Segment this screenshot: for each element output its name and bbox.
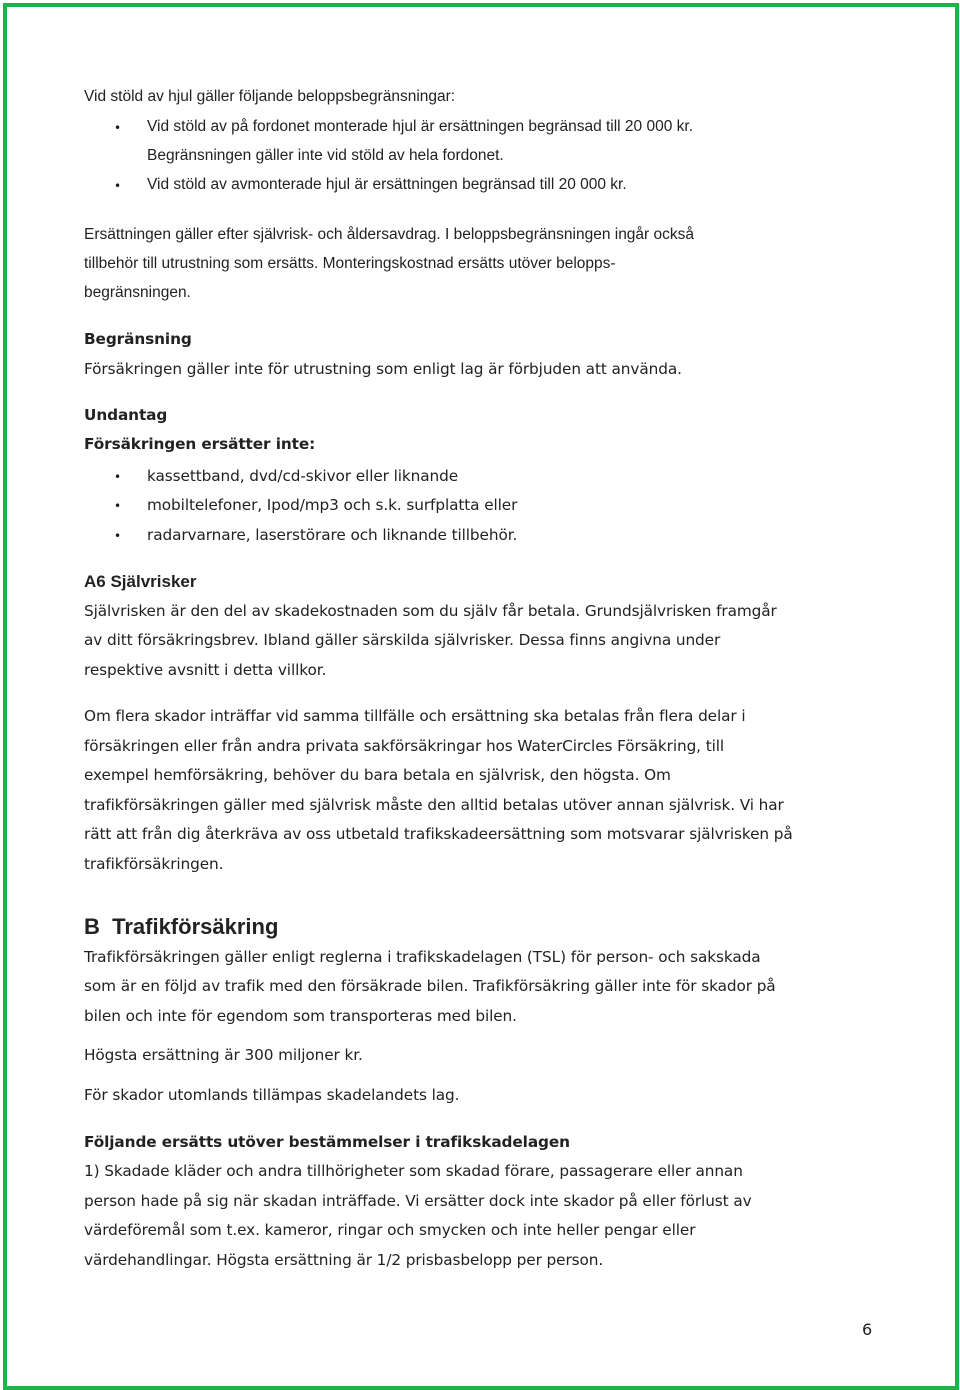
a6-para2-line-6: trafikförsäkringen. (84, 855, 224, 873)
a6-para1-line-3: respektive avsnitt i detta villkor. (84, 661, 327, 679)
b-max-compensation: Högsta ersättning är 300 miljoner kr. (84, 1046, 363, 1064)
theft-intro: Vid stöld av hjul gäller följande beloppsbegränsningar: (84, 88, 456, 105)
a6-para2-line-4: trafikförsäkringen gäller med självrisk måste den alltid betalas utöver annan självrisk. Vi har (84, 796, 784, 814)
bullet-icon: • (114, 470, 122, 484)
b-extra-line-3: värdeföremål som t.ex. kameror, ringar och smycken och inte heller pengar eller (84, 1221, 696, 1239)
b-heading: B Trafikförsäkring (84, 914, 279, 939)
a6-para1-line-1: Självrisken är den del av skadekostnaden som du själv får betala. Grundsjälvrisken framgår (84, 602, 777, 620)
a6-para2-line-2: försäkringen eller från andra privata sakförsäkringar hos WaterCircles Försäkring, till (84, 737, 725, 755)
page-number: 6 (862, 1320, 873, 1339)
limitation-text: Försäkringen gäller inte för utrustning som enligt lag är förbjuden att använda. (84, 360, 682, 378)
theft-bullet-1-line-1: Vid stöld av på fordonet monterade hjul är ersättningen begränsad till 20 000 kr. (147, 118, 694, 135)
limitation-heading: Begränsning (84, 330, 192, 348)
theft-bullet-2: Vid stöld av avmonterade hjul är ersättningen begränsad till 20 000 kr. (147, 176, 627, 193)
a6-para2-line-1: Om flera skador inträffar vid samma tillfälle och ersättning ska betalas från flera delar i (84, 707, 746, 725)
a6-heading: A6 Självrisker (84, 572, 197, 591)
bullet-icon: • (114, 529, 122, 543)
b-extra-line-2: person hade på sig när skadan inträffade. Vi ersätter dock inte skador på eller förlust av (84, 1192, 752, 1210)
exception-subheading: Försäkringen ersätter inte: (84, 435, 316, 453)
b-para1-line-1: Trafikförsäkringen gäller enligt reglerna i trafikskadelagen (TSL) för person- och sakskada (84, 948, 761, 966)
exception-heading: Undantag (84, 406, 168, 424)
b-extra-heading: Följande ersätts utöver bestämmelser i trafikskadelagen (84, 1133, 570, 1151)
theft-para-line-2: tillbehör till utrustning som ersätts. Monteringskostnad ersätts utöver belopps- (84, 255, 616, 272)
bullet-icon: • (114, 179, 122, 193)
a6-para2-line-3: exempel hemförsäkring, behöver du bara betala en självrisk, den högsta. Om (84, 766, 671, 784)
exception-item-3: radarvarnare, laserstörare och liknande tillbehör. (147, 526, 518, 544)
theft-para-line-1: Ersättningen gäller efter självrisk- och åldersavdrag. I beloppsbegränsningen ingår också (84, 226, 695, 243)
b-para1-line-2: som är en följd av trafik med den försäkrade bilen. Trafikförsäkring gäller inte för skador på (84, 977, 776, 995)
bullet-icon: • (114, 499, 122, 513)
b-abroad: För skador utomlands tillämpas skadelandets lag. (84, 1086, 460, 1104)
exception-item-1: kassettband, dvd/cd-skivor eller liknande (147, 467, 459, 485)
b-extra-line-1: 1) Skadade kläder och andra tillhörigheter som skadad förare, passagerare eller annan (84, 1162, 743, 1180)
a6-para1-line-2: av ditt försäkringsbrev. Ibland gäller särskilda självrisker. Dessa finns angivna under (84, 631, 721, 649)
page-border (3, 3, 959, 1390)
bullet-icon: • (114, 121, 122, 135)
theft-bullet-1-line-2: Begränsningen gäller inte vid stöld av hela fordonet. (147, 147, 504, 164)
a6-para2-line-5: rätt att från dig återkräva av oss utbetald trafikskadeersättning som motsvarar självrisken på (84, 825, 793, 843)
b-extra-line-4: värdehandlingar. Högsta ersättning är 1/2 prisbasbelopp per person. (84, 1251, 604, 1269)
exception-item-2: mobiltelefoner, Ipod/mp3 och s.k. surfplatta eller (147, 496, 518, 514)
b-para1-line-3: bilen och inte för egendom som transporteras med bilen. (84, 1007, 517, 1025)
theft-para-line-3: begränsningen. (84, 284, 191, 301)
